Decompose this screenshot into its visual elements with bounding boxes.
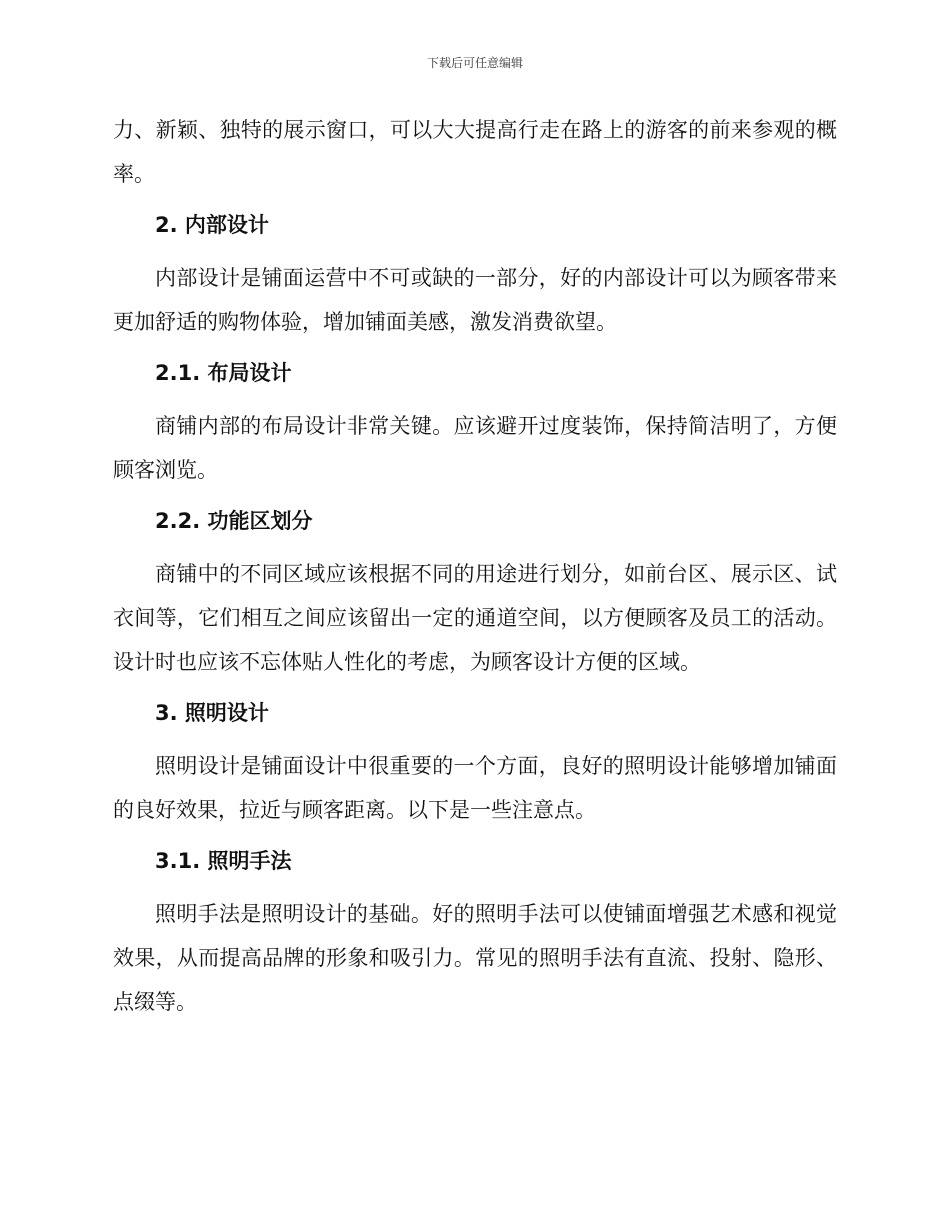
paragraph-lighting-techniques: 照明手法是照明设计的基础。好的照明手法可以使铺面增强艺术感和视觉效果，从而提高品牌的形象和吸引力。常见的照明手法有直流、投射、隐形、点缀等。 [113,902,837,1014]
paragraph-functional-zones: 商铺中的不同区域应该根据不同的用途进行划分，如前台区、展示区、试衣间等，它们相互之间应该留出一定的通道空间，以方便顾客及员工的活动。设计时也应该不忘体贴人性化的考虑，为顾客设计方便的区域。 [113,562,837,674]
heading-interior-design: 2. 内部设计 [155,213,269,237]
paragraph-continuation: 力、新颖、独特的展示窗口，可以大大提高行走在路上的游客的前来参观的概率。 [113,118,837,186]
paragraph-layout-design: 商铺内部的布局设计非常关键。应该避开过度装饰，保持简洁明了，方便顾客浏览。 [113,414,837,482]
page-header: 下载后可任意编辑 [426,56,523,70]
heading-layout-design: 2.1. 布局设计 [155,361,292,385]
document-body [113,108,837,1024]
heading-lighting-techniques: 3.1. 照明手法 [155,849,292,873]
heading-functional-zones: 2.2. 功能区划分 [155,509,313,533]
paragraph-lighting-design: 照明设计是铺面设计中很重要的一个方面，良好的照明设计能够增加铺面的良好效果，拉近与顾客距离。以下是一些注意点。 [113,754,837,822]
heading-lighting-design: 3. 照明设计 [155,701,269,725]
paragraph-interior-design: 内部设计是铺面运营中不可或缺的一部分，好的内部设计可以为顾客带来更加舒适的购物体验，增加铺面美感，激发消费欲望。 [113,266,837,334]
